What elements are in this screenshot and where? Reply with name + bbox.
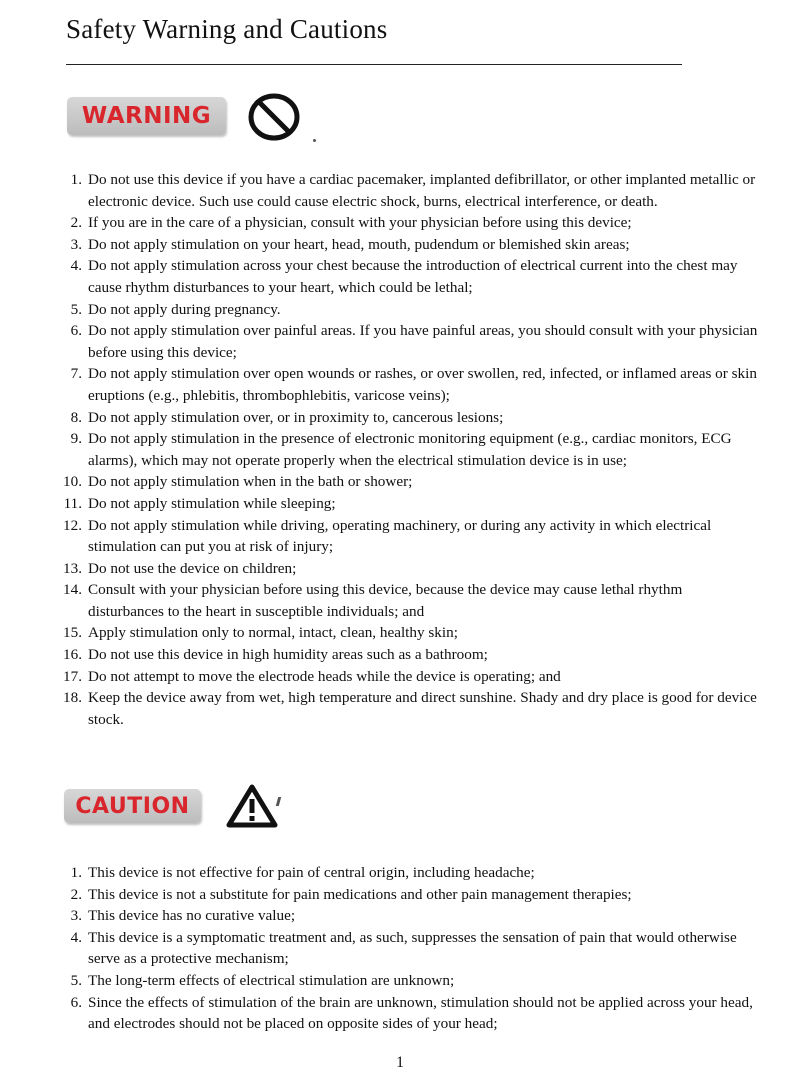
list-item bbox=[0, 666, 760, 688]
list-item bbox=[0, 471, 760, 493]
list-item-text: This device is not a substitute for pain medications and other pain management therapies; bbox=[88, 885, 632, 903]
list-item bbox=[0, 515, 760, 558]
list-item bbox=[0, 212, 760, 234]
list-item-number: 17. bbox=[63, 667, 82, 685]
list-item-text: The long-term effects of electrical stimulation are unknown; bbox=[88, 971, 455, 989]
list-item-number: 2. bbox=[70, 885, 82, 903]
list-item-text: Consult with your physician before using this device, because the device may cause lethal rhythm disturbances to the heart in susceptible individuals; and bbox=[88, 581, 683, 620]
list-item-number: 16. bbox=[63, 646, 82, 664]
warning-triangle-icon bbox=[225, 783, 279, 829]
warning-list bbox=[0, 169, 760, 730]
list-item-number: 15. bbox=[63, 624, 82, 642]
list-item-text: This device is not effective for pain of central origin, including headache; bbox=[88, 864, 535, 881]
list-item bbox=[0, 428, 760, 471]
page-number: 1 bbox=[396, 1054, 404, 1071]
list-item-text: Do not apply stimulation over painful areas. If you have painful areas, you should consult with your physician before using this device; bbox=[88, 322, 758, 361]
list-item bbox=[0, 884, 760, 906]
list-item-number: 2. bbox=[70, 214, 82, 232]
list-item-text: Do not apply stimulation in the presence of electronic monitoring equipment (e.g., cardiac monitors, ECG alarms), which may not operate properly when the electrical stimulation device is in use; bbox=[88, 430, 732, 469]
title-divider bbox=[66, 64, 682, 65]
list-item bbox=[0, 320, 760, 363]
page-title: Safety Warning and Cautions bbox=[66, 14, 388, 44]
list-item-text: This device has no curative value; bbox=[88, 907, 296, 925]
list-item-text: Do not apply stimulation over open wounds or rashes, or over swollen, red, infected, or inflamed areas or skin eruptions (e.g., phlebitis, thrombophlebitis, varicose veins); bbox=[88, 365, 757, 404]
caution-badge: CAUTION bbox=[64, 789, 201, 823]
list-item bbox=[0, 558, 760, 580]
list-item-number: 4. bbox=[70, 928, 82, 946]
list-item-number: 13. bbox=[63, 559, 82, 577]
list-item bbox=[0, 363, 760, 406]
dot-mark bbox=[313, 139, 316, 142]
list-item-number: 5. bbox=[70, 971, 82, 989]
list-item-text: Do not apply stimulation over, or in proximity to, cancerous lesions; bbox=[88, 408, 504, 426]
list-item bbox=[0, 905, 760, 927]
list-item-number: 18. bbox=[63, 689, 82, 707]
list-item-number: 14. bbox=[63, 581, 82, 599]
list-item-number: 1. bbox=[70, 171, 82, 188]
list-item bbox=[0, 255, 760, 298]
list-item-text: Do not use this device if you have a cardiac pacemaker, implanted defibrillator, or other implanted metallic or electronic device. Such use could cause electric shock, burns, electrical interference, or death. bbox=[88, 171, 756, 210]
list-item bbox=[0, 234, 760, 256]
list-item-text: Since the effects of stimulation of the brain are unknown, stimulation should not be applied across your head, and electrodes should not be placed on opposite sides of your head; bbox=[88, 993, 753, 1033]
list-item-text: This device is a symptomatic treatment and, as such, suppresses the sensation of pain that would otherwise serve as a protective mechanism; bbox=[88, 928, 737, 968]
list-item-number: 6. bbox=[70, 993, 82, 1011]
list-item bbox=[0, 622, 760, 644]
list-item-number: 8. bbox=[70, 408, 82, 426]
list-item bbox=[0, 992, 760, 1035]
list-item bbox=[0, 970, 760, 992]
list-item bbox=[0, 299, 760, 321]
list-item bbox=[0, 687, 760, 730]
list-item-number: 5. bbox=[70, 300, 82, 318]
list-item bbox=[0, 407, 760, 429]
list-item-text: Do not use the device on children; bbox=[88, 559, 297, 577]
list-item-text: Apply stimulation only to normal, intact, clean, healthy skin; bbox=[88, 624, 458, 642]
list-item-text: Keep the device away from wet, high temperature and direct sunshine. Shady and dry place is good for device stock. bbox=[88, 689, 757, 728]
list-item bbox=[0, 169, 760, 212]
list-item-number: 12. bbox=[63, 516, 82, 534]
list-item-text: Do not apply during pregnancy. bbox=[88, 300, 281, 318]
list-item-number: 6. bbox=[70, 322, 82, 340]
list-item bbox=[0, 493, 760, 515]
list-item-text: Do not apply stimulation across your chest because the introduction of electrical current into the chest may cause rhythm disturbances to your heart, which could be lethal; bbox=[88, 257, 738, 296]
list-item-text: Do not apply stimulation while driving, operating machinery, or during any activity in which electrical stimulation can put you at risk of injury; bbox=[88, 516, 712, 556]
list-item-number: 11. bbox=[63, 494, 82, 512]
list-item-number: 7. bbox=[70, 365, 82, 383]
list-item-number: 4. bbox=[70, 257, 82, 275]
list-item-number: 9. bbox=[70, 430, 82, 448]
prohibition-icon bbox=[247, 93, 303, 143]
list-item-text: Do not apply stimulation on your heart, head, mouth, pudendum or blemished skin areas; bbox=[88, 235, 630, 253]
list-item bbox=[0, 862, 760, 884]
list-item bbox=[0, 927, 760, 970]
list-item-number: 3. bbox=[70, 235, 82, 253]
list-item-text: Do not apply stimulation when in the bath or shower; bbox=[88, 473, 413, 491]
list-item bbox=[0, 644, 760, 666]
list-item-number: 1. bbox=[70, 864, 82, 881]
list-item-text: Do not attempt to move the electrode heads while the device is operating; and bbox=[88, 667, 561, 685]
list-item-text: If you are in the care of a physician, consult with your physician before using this device; bbox=[88, 214, 632, 232]
list-item-number: 10. bbox=[63, 473, 82, 491]
list-item-text: Do not use this device in high humidity areas such as a bathroom; bbox=[88, 646, 488, 664]
list-item-number: 3. bbox=[70, 907, 82, 925]
list-item bbox=[0, 579, 760, 622]
list-item-text: Do not apply stimulation while sleeping; bbox=[88, 494, 336, 512]
tick-mark bbox=[276, 797, 281, 806]
warning-badge: WARNING bbox=[67, 97, 226, 135]
caution-list bbox=[0, 862, 760, 1035]
